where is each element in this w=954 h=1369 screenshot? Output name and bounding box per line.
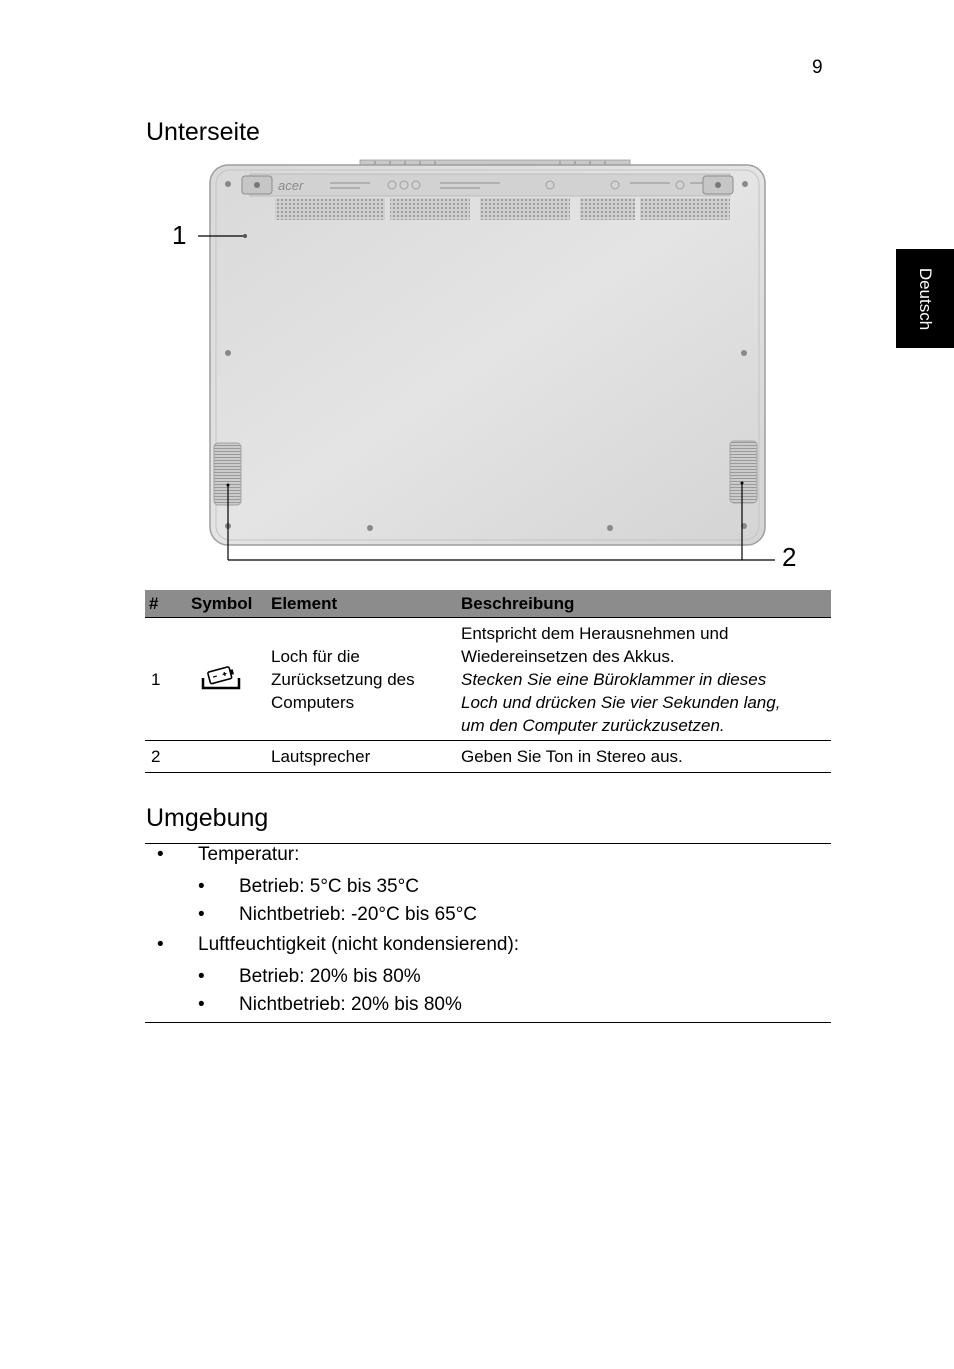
page-number: 9 xyxy=(812,57,823,78)
description-note-line: um den Computer zurückzusetzen. xyxy=(461,715,725,735)
element-line: Computers xyxy=(271,692,355,712)
description-line: Entspricht dem Herausnehmen und xyxy=(461,623,729,643)
row-symbol xyxy=(191,741,271,773)
speaker-right xyxy=(730,441,757,503)
element-line: Zurücksetzung des xyxy=(271,669,415,689)
temperature-operating: Betrieb: 5°C bis 35°C xyxy=(239,876,419,897)
laptop-underside-illustration xyxy=(160,150,820,580)
table-header-row xyxy=(145,590,831,618)
bullet-icon: • xyxy=(198,994,205,1015)
row-element: Lautsprecher xyxy=(271,741,461,773)
table-row xyxy=(145,618,831,741)
components-table xyxy=(145,590,831,773)
header-description: Beschreibung xyxy=(461,590,831,618)
row-number: 1 xyxy=(145,618,191,741)
header-symbol: Symbol xyxy=(191,590,271,618)
row-description: Geben Sie Ton in Stereo aus. xyxy=(461,741,831,773)
environment-list xyxy=(145,843,831,1023)
header-number: # xyxy=(145,590,191,618)
callout-2: 2 xyxy=(782,542,797,572)
description-line: Wiedereinsetzen des Akkus. xyxy=(461,646,675,666)
description-note-line: Loch und drücken Sie vier Sekunden lang, xyxy=(461,692,781,712)
acer-logo: acer xyxy=(278,178,304,193)
row-description xyxy=(461,618,831,741)
bullet-icon: • xyxy=(198,876,205,897)
bullet-icon: • xyxy=(157,934,164,955)
humidity-nonoperating: Nichtbetrieb: 20% bis 80% xyxy=(239,994,462,1015)
humidity-label: Luftfeuchtigkeit (nicht kondensierend): xyxy=(198,934,520,955)
temperature-nonoperating: Nichtbetrieb: -20°C bis 65°C xyxy=(239,904,478,925)
humidity-operating: Betrieb: 20% bis 80% xyxy=(239,966,421,987)
row-element xyxy=(271,618,461,741)
bullet-icon: • xyxy=(198,904,205,925)
row-number: 2 xyxy=(145,741,191,773)
language-tab xyxy=(896,249,954,348)
header-element: Element xyxy=(271,590,461,618)
vent-grilles xyxy=(275,198,730,220)
callout-1: 1 xyxy=(172,220,187,250)
element-line: Loch für die xyxy=(271,646,360,666)
section-title-unterseite: Unterseite xyxy=(146,118,260,146)
language-tab-label: Deutsch xyxy=(916,267,935,330)
laptop-body xyxy=(210,165,765,545)
battery-reset-icon xyxy=(199,664,243,694)
section-title-umgebung: Umgebung xyxy=(146,804,269,832)
reset-hole xyxy=(243,234,247,238)
row-symbol xyxy=(191,618,271,741)
description-note-line: Stecken Sie eine Büroklammer in dieses xyxy=(461,669,767,689)
bullet-icon: • xyxy=(198,966,205,987)
temperature-label: Temperatur: xyxy=(198,844,300,865)
bullet-icon: • xyxy=(157,844,164,865)
table-row xyxy=(145,741,831,773)
